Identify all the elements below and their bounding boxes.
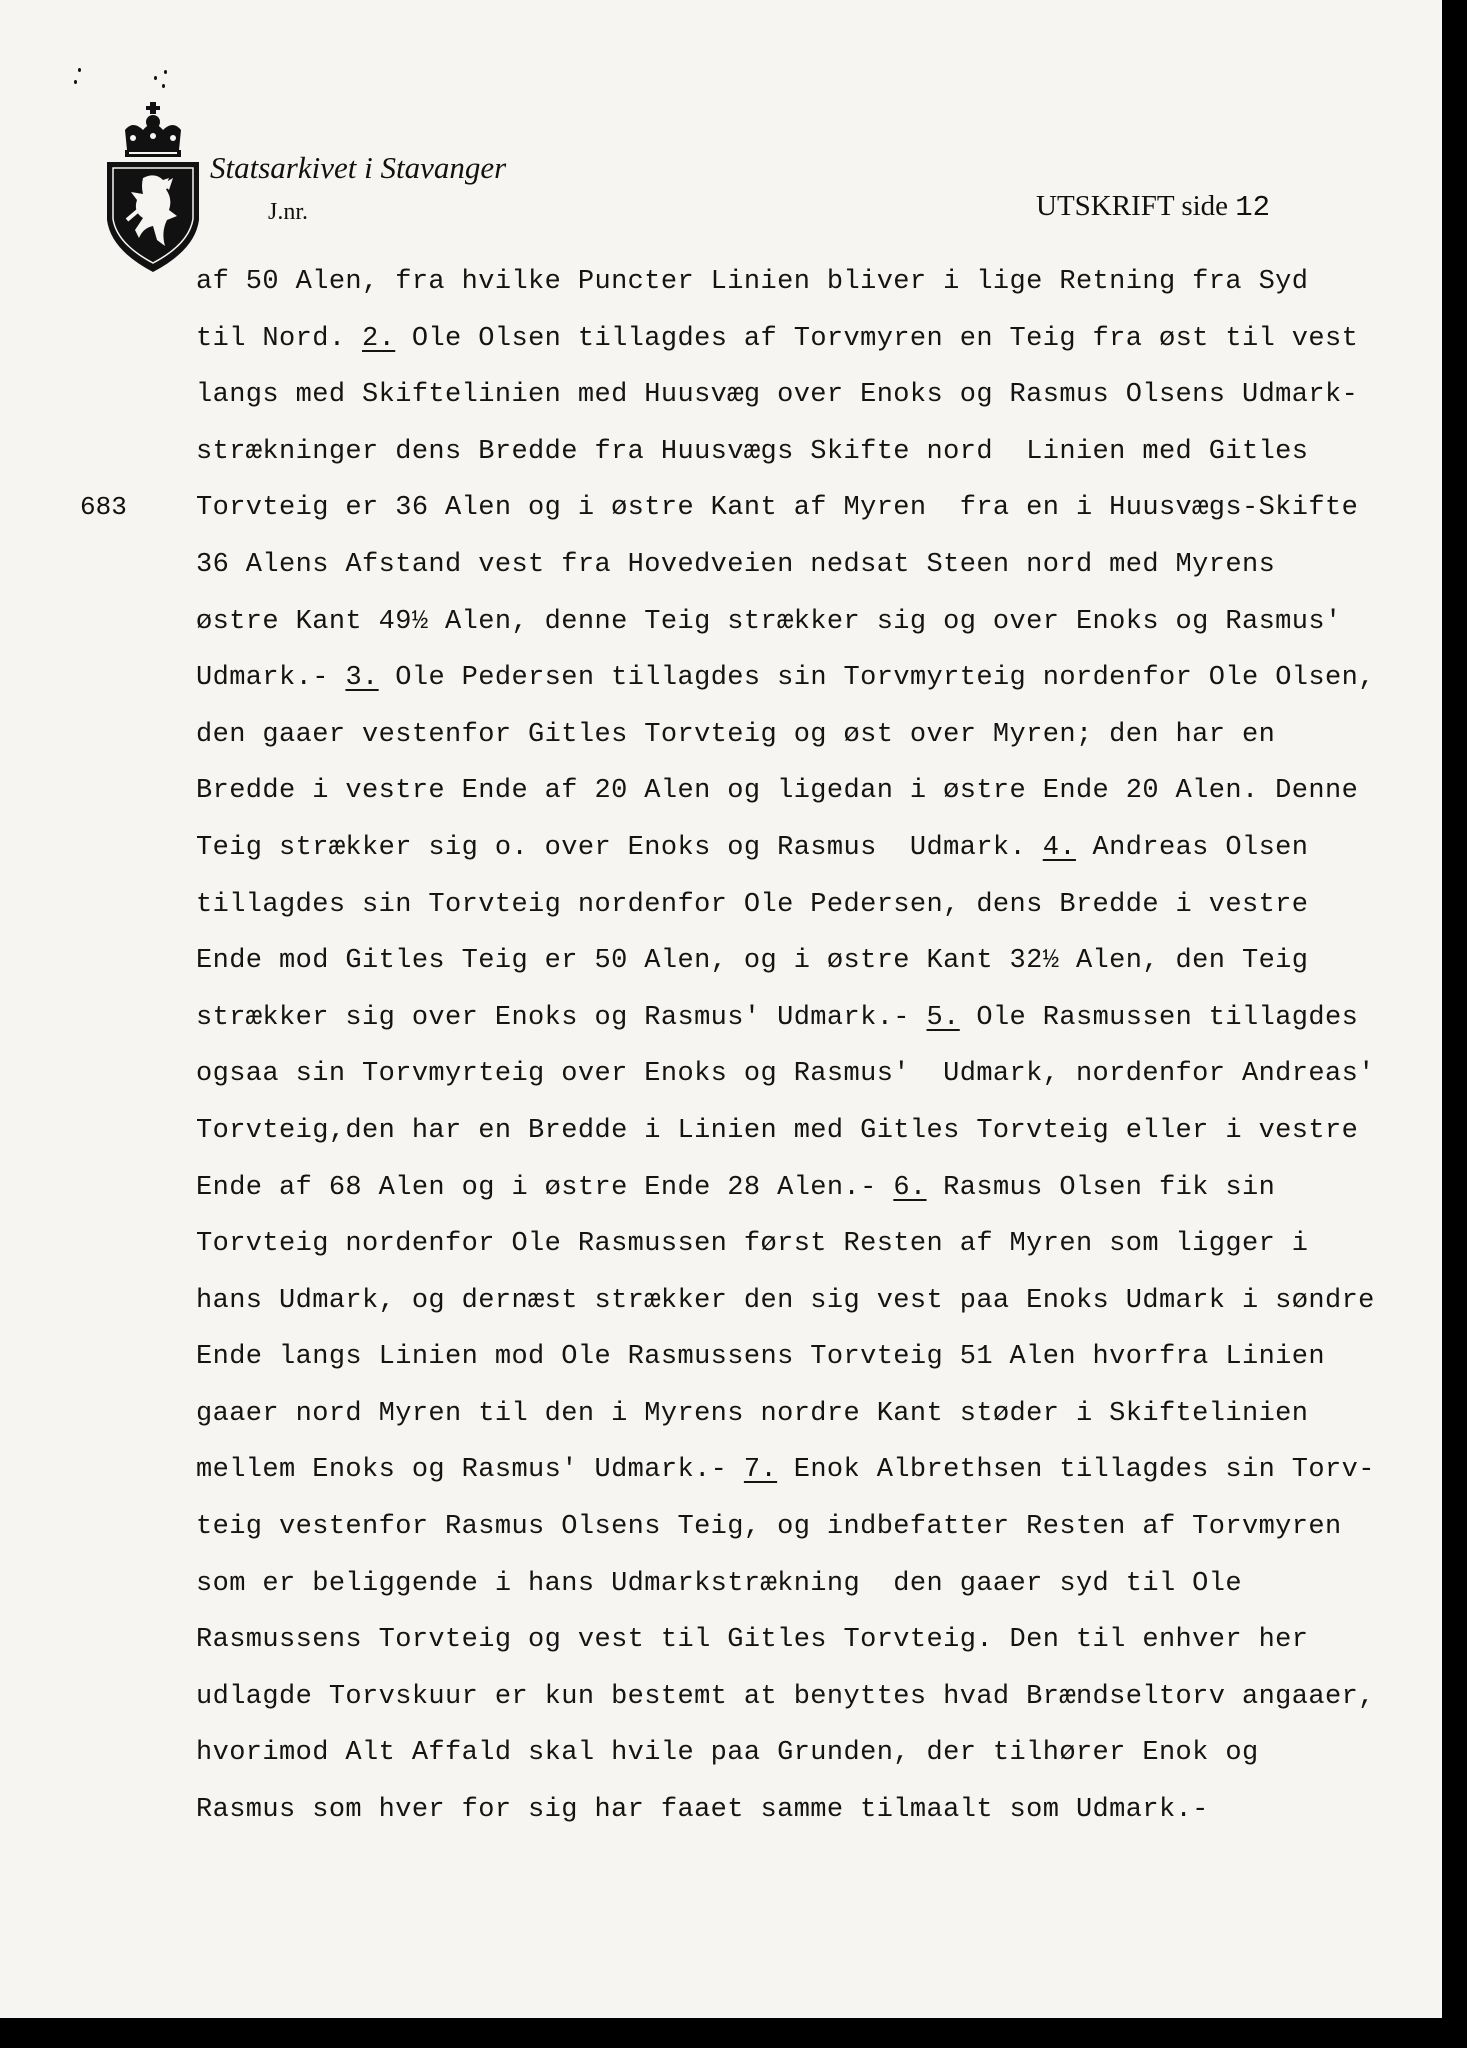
text-segment: Enok Albrethsen tillagdes sin Torv-	[777, 1455, 1375, 1486]
text-segment: Teig strækker sig o. over Enoks og Rasmus Udmark.	[196, 832, 1043, 863]
text-line	[196, 1224, 1406, 1281]
text-line	[196, 1054, 1406, 1111]
journal-number-label: J.nr.	[268, 199, 309, 225]
text-segment: Ende af 68 Alen og i østre Ende 28 Alen.-	[196, 1172, 894, 1203]
item-number: 6.	[893, 1172, 927, 1203]
text-segment: Ole Olsen tillagdes af Torvmyren en Teig fra øst til vest	[395, 323, 1359, 354]
page-number: 12	[1235, 191, 1271, 224]
text-line	[196, 1677, 1406, 1734]
text-segment: ogsaa sin Torvmyrteig over Enoks og Rasmus' Udmark, nordenfor Andreas'	[196, 1059, 1375, 1090]
text-segment: teig vestenfor Rasmus Olsens Teig, og indbefatter Resten af Torvmyren	[196, 1512, 1342, 1543]
text-segment: Rasmus Olsen fik sin	[926, 1172, 1276, 1203]
utskrift-label: UTSKRIFT	[1036, 190, 1175, 222]
text-line	[196, 1111, 1406, 1168]
text-segment: af 50 Alen, fra hvilke Puncter Linien bliver i lige Retning fra Syd	[196, 267, 1309, 297]
text-segment: mellem Enoks og Rasmus' Udmark.-	[196, 1455, 744, 1486]
text-line	[196, 1337, 1406, 1394]
text-segment: Udmark.-	[196, 663, 346, 694]
scan-specks	[72, 54, 182, 94]
text-line	[196, 319, 1406, 376]
text-segment: udlagde Torvskuur er kun bestemt at benyttes hvad Brændseltorv angaaer,	[196, 1681, 1375, 1712]
text-line	[196, 1507, 1406, 1564]
text-segment: strækninger dens Bredde fra Huusvægs Skifte nord Linien med Gitles	[196, 436, 1309, 467]
text-segment: langs med Skiftelinien med Huusvæg over Enoks og Rasmus Olsens Udmark-	[196, 380, 1359, 411]
text-line	[196, 1620, 1406, 1677]
text-line	[196, 1168, 1406, 1225]
text-line	[196, 488, 1406, 545]
item-number: 4.	[1042, 832, 1076, 863]
margin-note: 683	[80, 492, 127, 522]
text-line	[196, 658, 1406, 715]
text-segment: hans Udmark, og dernæst strækker den sig vest paa Enoks Udmark i søndre	[196, 1285, 1375, 1316]
text-segment: strækker sig over Enoks og Rasmus' Udmark.-	[196, 1002, 927, 1033]
text-segment: Rasmus som hver for sig har faaet samme tilmaalt som Udmark.-	[196, 1795, 1209, 1826]
text-segment: til Nord.	[196, 323, 363, 354]
page-header-utskrift	[1036, 190, 1270, 224]
text-segment: Ole Rasmussen tillagdes	[959, 1002, 1359, 1033]
transcript-body	[196, 262, 1406, 1847]
text-segment: Torvteig,den har en Bredde i Linien med Gitles Torvteig eller i vestre	[196, 1115, 1359, 1146]
text-line	[196, 1790, 1406, 1847]
text-segment: Ole Pedersen tillagdes sin Torvmyrteig nordenfor Ole Olsen,	[378, 663, 1375, 694]
text-segment: Rasmussens Torvteig og vest til Gitles Torvteig. Den til enhver her	[196, 1625, 1309, 1656]
text-segment: Ende mod Gitles Teig er 50 Alen, og i østre Kant 32½ Alen, den Teig	[196, 946, 1309, 977]
text-segment: gaaer nord Myren til den i Myrens nordre Kant støder i Skiftelinien	[196, 1398, 1309, 1429]
text-segment: tillagdes sin Torvteig nordenfor Ole Pedersen, dens Bredde i vestre	[196, 889, 1309, 920]
text-line	[196, 602, 1406, 659]
text-segment: Ende langs Linien mod Ole Rasmussens Torvteig 51 Alen hvorfra Linien	[196, 1342, 1325, 1373]
text-line	[196, 1394, 1406, 1451]
item-number: 2.	[362, 323, 396, 354]
text-segment: den gaaer vestenfor Gitles Torvteig og øst over Myren; den har en	[196, 719, 1276, 750]
archive-name: Statsarkivet i Stavanger	[210, 150, 507, 185]
text-line	[196, 828, 1406, 885]
text-segment: østre Kant 49½ Alen, denne Teig strækker sig og over Enoks og Rasmus'	[196, 606, 1342, 637]
text-line	[196, 432, 1406, 489]
text-segment: som er beliggende i hans Udmarkstrækning den gaaer syd til Ole	[196, 1568, 1242, 1599]
text-line	[196, 715, 1406, 772]
text-line	[196, 771, 1406, 828]
text-line	[196, 941, 1406, 998]
text-segment: Andreas Olsen	[1075, 832, 1309, 863]
norwegian-coat-of-arms-icon	[103, 100, 203, 275]
text-segment: Bredde i vestre Ende af 20 Alen og ligedan i østre Ende 20 Alen. Denne	[196, 776, 1359, 807]
item-number: 5.	[926, 1002, 960, 1033]
text-segment: 36 Alens Afstand vest fra Hovedveien nedsat Steen nord med Myrens	[196, 549, 1276, 580]
text-line	[196, 885, 1406, 942]
text-line	[196, 1281, 1406, 1338]
item-number: 7.	[743, 1455, 778, 1486]
text-line	[196, 1733, 1406, 1790]
text-line	[196, 545, 1406, 602]
side-label: side	[1181, 190, 1229, 222]
text-line	[196, 262, 1406, 319]
text-line	[196, 998, 1406, 1055]
text-line	[196, 1450, 1406, 1507]
text-line	[196, 1564, 1406, 1621]
text-line	[196, 375, 1406, 432]
text-segment: Torvteig nordenfor Ole Rasmussen først Resten af Myren som ligger i	[196, 1229, 1309, 1260]
text-segment: hvorimod Alt Affald skal hvile paa Grunden, der tilhører Enok og	[196, 1738, 1259, 1769]
text-segment: Torvteig er 36 Alen og i østre Kant af Myren fra en i Huusvægs-Skifte	[196, 493, 1359, 524]
item-number: 3.	[345, 663, 379, 694]
